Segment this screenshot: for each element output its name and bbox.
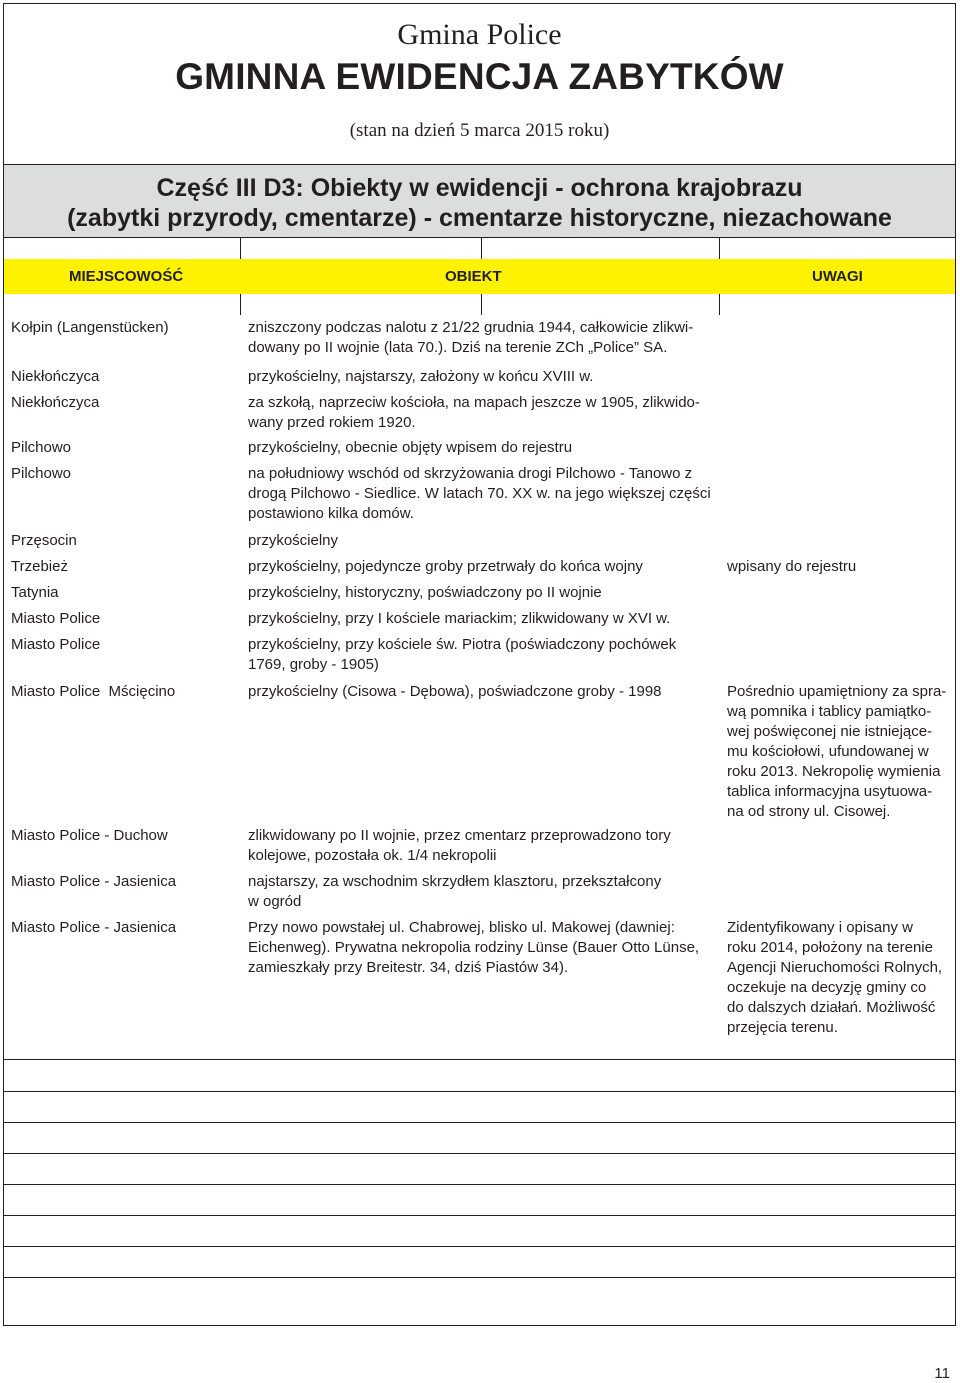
cell-miejscowosc: Kołpin (Langenstücken) — [11, 319, 169, 336]
cell-uwagi-line: mu kościołowi, ufundowanej w — [727, 743, 929, 760]
cell-miejscowosc: Tatynia — [11, 584, 59, 601]
cell-obiekt-line: przykościelny (Cisowa - Dębowa), poświadczone groby - 1998 — [248, 683, 662, 700]
cell-miejscowosc: Miasto Police - Jasienica — [11, 919, 177, 936]
cell-obiekt-line: przykościelny, historyczny, poświadczony po II wojnie — [248, 584, 602, 601]
column-divider-tick — [240, 238, 241, 259]
cell-obiekt-line: Przy nowo powstałej ul. Chabrowej, blisko ul. Makowej (dawniej: — [248, 919, 675, 936]
cell-uwagi-line: wej poświęconej nie istniejące- — [727, 723, 933, 740]
cell-uwagi-line: tablica informacyjna usytuowa- — [727, 783, 933, 800]
cell-obiekt-line: wany przed rokiem 1920. — [248, 414, 416, 431]
column-divider-tick — [481, 294, 482, 315]
cell-uwagi-line: roku 2013. Nekropolię wymienia — [727, 763, 941, 780]
part-heading-line-1: Część III D3: Obiekty w ewidencji - ochrona krajobrazu — [156, 174, 803, 202]
column-divider-tick — [481, 238, 482, 259]
cell-obiekt — [248, 918, 714, 978]
column-header-miejscowosc: MIEJSCOWOŚĆ — [69, 268, 184, 285]
cell-obiekt-line: dowany po II wojnie (lata 70.). Dziś na terenie ZCh „Police” SA. — [248, 339, 668, 356]
cell-uwagi — [727, 918, 952, 1038]
cell-uwagi-line: przejęcia terenu. — [727, 1019, 838, 1036]
cell-obiekt-line: przykościelny — [248, 532, 339, 549]
cell-obiekt — [248, 464, 714, 524]
cell-obiekt — [248, 318, 714, 358]
cell-obiekt-line: przykościelny, przy I kościele mariackim; zlikwidowany w XVI w. — [248, 610, 671, 627]
cell-obiekt-line: za szkołą, naprzeciw kościoła, na mapach jeszcze w 1905, zlikwido- — [248, 394, 700, 411]
cell-uwagi — [727, 682, 952, 822]
part-heading — [4, 164, 955, 238]
cell-obiekt — [248, 682, 714, 702]
cell-uwagi-line: wą pomnika i tablicy pamiątko- — [727, 703, 932, 720]
cell-obiekt-line: zniszczony podczas nalotu z 21/22 grudnia 1944, całkowicie zlikwi- — [248, 319, 694, 336]
cell-obiekt-line: przykościelny, przy kościele św. Piotra (poświadczony pochówek — [248, 636, 677, 653]
cell-miejscowosc: Miasto Police - Jasienica — [11, 873, 177, 890]
cell-obiekt-line: drogą Pilchowo - Siedlice. W latach 70. XX w. na jego większej części — [248, 485, 711, 502]
cell-uwagi-line: do dalszych działań. Możliwość — [727, 999, 936, 1016]
cell-obiekt — [248, 635, 714, 675]
cell-miejscowosc: Pilchowo — [11, 465, 72, 482]
table-rule — [4, 1277, 955, 1278]
date-status: (stan na dzień 5 marca 2015 roku) — [349, 120, 610, 141]
cell-obiekt-line: zlikwidowany po II wojnie, przez cmentarz przeprowadzono tory — [248, 827, 671, 844]
part-heading-line-2: (zabytki przyrody, cmentarze) - cmentarze historyczne, niezachowane — [67, 204, 892, 232]
table-rule — [4, 1215, 955, 1216]
cell-obiekt — [248, 367, 714, 387]
cell-obiekt-line: zamieszkały przy Breitestr. 34, dziś Piastów 34). — [248, 959, 569, 976]
cell-obiekt-line: 1769, groby - 1905) — [248, 656, 379, 673]
cell-obiekt — [248, 872, 714, 912]
header — [4, 4, 955, 164]
cell-obiekt-line: przykościelny, pojedyncze groby przetrwały do końca wojny — [248, 558, 643, 575]
cell-uwagi-line: Pośrednio upamiętniony za spra- — [727, 683, 947, 700]
table-rule — [4, 1122, 955, 1123]
cell-miejscowosc: Przęsocin — [11, 532, 77, 549]
table-rule — [4, 1059, 955, 1060]
table-rule — [4, 1091, 955, 1092]
document-frame — [3, 3, 956, 1326]
cell-obiekt-line: najstarszy, za wschodnim skrzydłem klasztoru, przekształcony — [248, 873, 662, 890]
cell-miejscowosc: Pilchowo — [11, 439, 72, 456]
column-header-obiekt: OBIEKT — [445, 268, 502, 285]
cell-obiekt — [248, 531, 714, 551]
column-header-bar — [4, 259, 955, 294]
column-divider-tick — [719, 294, 720, 315]
cell-miejscowosc: Trzebież — [11, 558, 68, 575]
cell-obiekt-line: na południowy wschód od skrzyżowania drogi Pilchowo - Tanowo z — [248, 465, 693, 482]
cell-obiekt-line: przykościelny, obecnie objęty wpisem do rejestru — [248, 439, 573, 456]
cell-miejscowosc: Miasto Police — [11, 610, 101, 627]
cell-obiekt — [248, 557, 714, 577]
cell-obiekt — [248, 438, 714, 458]
table-rule — [4, 1153, 955, 1154]
cell-uwagi-line: Zidentyfikowany i opisany w — [727, 919, 913, 936]
cell-miejscowosc: Miasto Police - Duchow — [11, 827, 168, 844]
cell-uwagi-line: oczekuje na decyzję gminy co — [727, 979, 927, 996]
cell-obiekt-line: w ogród — [248, 893, 302, 910]
cell-obiekt-line: kolejowe, pozostała ok. 1/4 nekropolii — [248, 847, 497, 864]
cell-obiekt-line: Eichenweg). Prywatna nekropolia rodziny Lünse (Bauer Otto Lünse, — [248, 939, 700, 956]
cell-uwagi — [727, 557, 952, 577]
cell-obiekt — [248, 583, 714, 603]
cell-uwagi-line: Agencji Nieruchomości Rolnych, — [727, 959, 943, 976]
cell-miejscowosc: Miasto Police — [11, 636, 101, 653]
cell-miejscowosc: Miasto Police Mścięcino — [11, 683, 176, 700]
document-title: GMINNA EWIDENCJA ZABYTKÓW — [175, 56, 784, 97]
column-divider-tick — [240, 294, 241, 315]
cell-obiekt-line: postawiono kilka domów. — [248, 505, 414, 522]
cell-miejscowosc: Niekłończyca — [11, 368, 100, 385]
cell-miejscowosc: Niekłończyca — [11, 394, 100, 411]
table-rule — [4, 1246, 955, 1247]
cell-uwagi-line: na od strony ul. Cisowej. — [727, 803, 891, 820]
table-rule — [4, 1184, 955, 1185]
cell-uwagi-line: wpisany do rejestru — [727, 558, 857, 575]
gmina-name: Gmina Police — [397, 18, 562, 51]
cell-obiekt — [248, 609, 714, 629]
column-divider-tick — [719, 238, 720, 259]
cell-obiekt — [248, 393, 714, 433]
cell-obiekt — [248, 826, 714, 866]
cell-uwagi-line: roku 2014, położony na terenie — [727, 939, 933, 956]
page-number: 11 — [934, 1365, 950, 1382]
column-header-uwagi: UWAGI — [812, 268, 863, 285]
cell-obiekt-line: przykościelny, najstarszy, założony w końcu XVIII w. — [248, 368, 594, 385]
